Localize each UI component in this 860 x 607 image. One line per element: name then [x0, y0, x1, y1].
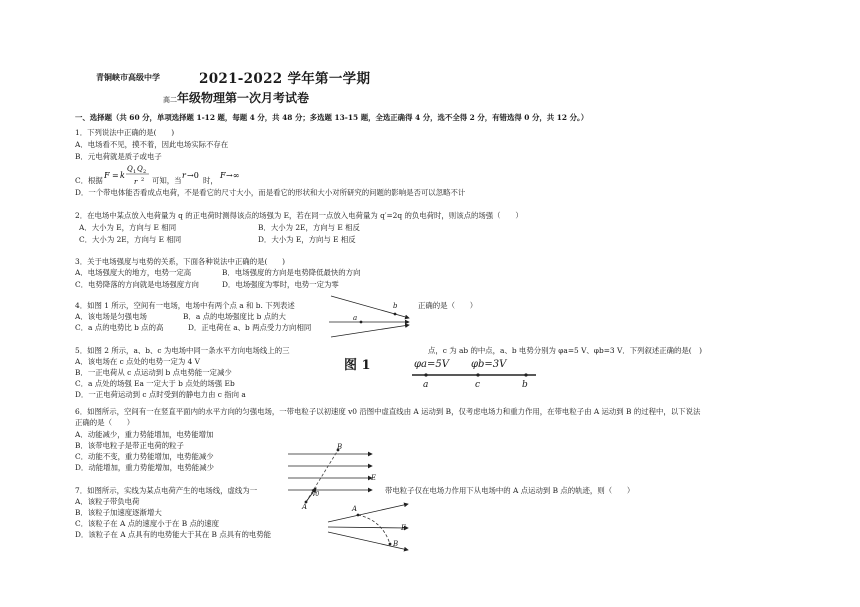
- q5-option-c: C．a 点处的场强 Ea 一定大于 b 点处的场强 Eb: [75, 379, 235, 388]
- q5-option-a: A．该电场在 c 点处的电势一定为 4 V: [75, 357, 200, 366]
- q7-stem-end: 带电粒子仅在电场力作用下从电场中的 A 点运动到 B 点的轨迹，则（ ）: [385, 486, 635, 495]
- q5-stem: 5．如图 2 所示，a、b、c 为电场中同一条水平方向电场线上的三: [75, 346, 290, 355]
- q7-option-d: D．该粒子在 A 点具有的电势能大于其在 B 点具有的电势能: [75, 530, 272, 539]
- exam-title-text: 年级物理第一次月考试卷: [177, 91, 310, 105]
- svg-text:1: 1: [133, 169, 137, 175]
- svg-text:=: =: [112, 171, 119, 180]
- svg-text:→0: →0: [187, 171, 199, 180]
- q3-option-b: B．电场强度的方向是电势降低最快的方向: [222, 268, 361, 277]
- q4-point-b: b: [393, 302, 398, 310]
- q4-point-a: a: [353, 314, 358, 322]
- q4-figure-label: 图 1: [344, 358, 371, 373]
- q1-option-d: D．一个带电体能否看成点电荷，不是看它的尺寸大小，而是看它的形状和大小对所研究的问题的影响是否可以忽略不计: [75, 188, 466, 197]
- q7-option-b: B．该粒子加速度逐渐增大: [75, 508, 162, 517]
- q6-point-e: E: [371, 474, 377, 482]
- school-name: 青铜峡市高级中学: [96, 72, 160, 82]
- q4-option-c: C．a 点的电势比 b 点的高: [75, 323, 164, 332]
- q7-point-a: A: [352, 505, 358, 513]
- q2-stem: 2．在电场中某点放入电荷量为 q 的正电荷时测得该点的场强为 E，若在同一点放入电荷量为 q′=2q 的负电荷时，则该点的场强（ ）: [75, 211, 523, 220]
- q7-option-a: A．该粒子带负电荷: [75, 497, 140, 506]
- q5-point-b: b: [522, 380, 528, 390]
- svg-text:r: r: [134, 178, 138, 186]
- q4-option-b: B．a 点的电场强度比 b 点的大: [183, 312, 286, 321]
- q5-field-line: [410, 370, 540, 380]
- q5-phi-a: φa=5V: [414, 359, 449, 370]
- q7-option-c: C．该粒子在 A 点的速度小于在 B 点的速度: [75, 519, 220, 528]
- svg-text:r: r: [182, 171, 186, 180]
- q5-option-d: D．一正电荷运动到 c 点时受到的静电力由 c 指向 a: [75, 390, 246, 399]
- q3-option-a: A．电场强度大的地方，电势一定高: [75, 268, 192, 277]
- q6-stem-cont: 正确的是（ ）: [75, 418, 135, 427]
- q6-option-a: A．动能减少，重力势能增加，电势能增加: [75, 430, 214, 439]
- q2-option-a: A．大小为 E，方向与 E 相同: [79, 223, 177, 232]
- q5-point-a: a: [423, 380, 429, 390]
- exam-title: [163, 89, 309, 106]
- svg-text:→∞: →∞: [226, 171, 240, 180]
- svg-text:Q: Q: [137, 165, 143, 173]
- svg-text:F: F: [220, 171, 226, 180]
- q2-option-c: C．大小为 2E，方向与 E 相同: [79, 235, 182, 244]
- q1-option-c-end: 时，: [203, 176, 218, 185]
- q1-stem: 1．下列说法中正确的是( ): [75, 128, 175, 137]
- svg-text:Q: Q: [127, 165, 133, 173]
- svg-text:F: F: [104, 171, 110, 180]
- q3-option-d: D．电场强度为零时，电势一定为零: [222, 280, 339, 289]
- q2-option-d: D．大小为 E，方向与 E 相反: [258, 235, 356, 244]
- q1-option-c-mid: 可知，当: [152, 176, 182, 185]
- q2-option-b: B．大小为 2E，方向与 E 相反: [258, 223, 360, 232]
- q4-option-a: A．该电场是匀强电场: [75, 312, 147, 321]
- q7-point-b: B: [393, 540, 399, 548]
- q6-stem: 6．如图所示，空间有一在竖直平面内的水平方向的匀强电场，一带电粒子以初速度 v0 沿图中虚直线由 A 运动到 B，仅考虑电场力和重力作用，在带电粒子由 A 运动到 B 的过程中，以下说法: [75, 407, 701, 416]
- q6-point-b: B: [337, 443, 343, 451]
- q4-field-figure: [323, 292, 415, 340]
- q3-stem: 3．关于电场强度与电势的关系，下面各种说法中正确的是( ): [75, 257, 286, 266]
- q5-phi-b: φb=3V: [471, 359, 507, 370]
- q4-option-d: D．正电荷在 a、b 两点受力方向相同: [188, 323, 312, 332]
- q7-stem: 7．如图所示，实线为某点电荷产生的电场线，虚线为一: [75, 486, 258, 495]
- q1-option-a: A．电场看不见，摸不着，因此电场实际不存在: [75, 140, 229, 149]
- q4-stem: 4．如图 1 所示，空间有一电场，电场中有两个点 a 和 b. 下列表述: [75, 301, 295, 310]
- q4-stem-end: 正确的是（ ）: [418, 301, 478, 310]
- q5-option-b: B．一正电荷从 c 点运动到 b 点电势能一定减少: [75, 368, 232, 377]
- q3-option-c: C．电势降落的方向就是电场强度方向: [75, 280, 199, 289]
- school-year: 2021-2022 学年第一学期: [199, 71, 371, 87]
- q7-point-e: E: [401, 524, 407, 532]
- q6-velocity-v0: v0: [312, 491, 320, 498]
- q6-option-c: C．动能不变，重力势能增加，电势能减少: [75, 452, 214, 461]
- svg-text:2: 2: [143, 169, 147, 175]
- q1-option-c-pre: C．根据: [75, 176, 103, 185]
- q5-stem-end: 点，c 为 ab 的中点，a、b 电势分别为 φa=5 V、φb=3 V．下列叙述正确的是( ): [428, 346, 702, 355]
- q1-option-b: B．元电荷就是质子或电子: [75, 152, 162, 161]
- q6-point-a: A: [302, 503, 308, 511]
- svg-text:k: k: [120, 171, 125, 180]
- exam-title-prefix: 高二: [163, 95, 177, 104]
- q6-option-d: D．动能增加，重力势能增加，电势能减少: [75, 463, 214, 472]
- q6-option-b: B．该带电粒子是带正电荷的粒子: [75, 441, 184, 450]
- section-heading: 一、选择题（共 60 分，单项选择题 1-12 题，每题 4 分，共 48 分；多选题 13-15 题，全选正确得 4 分，选不全得 2 分，有错选得 0 分，共 12 分。）: [75, 113, 589, 122]
- svg-text:2: 2: [141, 177, 145, 183]
- q5-point-c: c: [475, 380, 481, 390]
- q7-field-figure: [322, 498, 412, 554]
